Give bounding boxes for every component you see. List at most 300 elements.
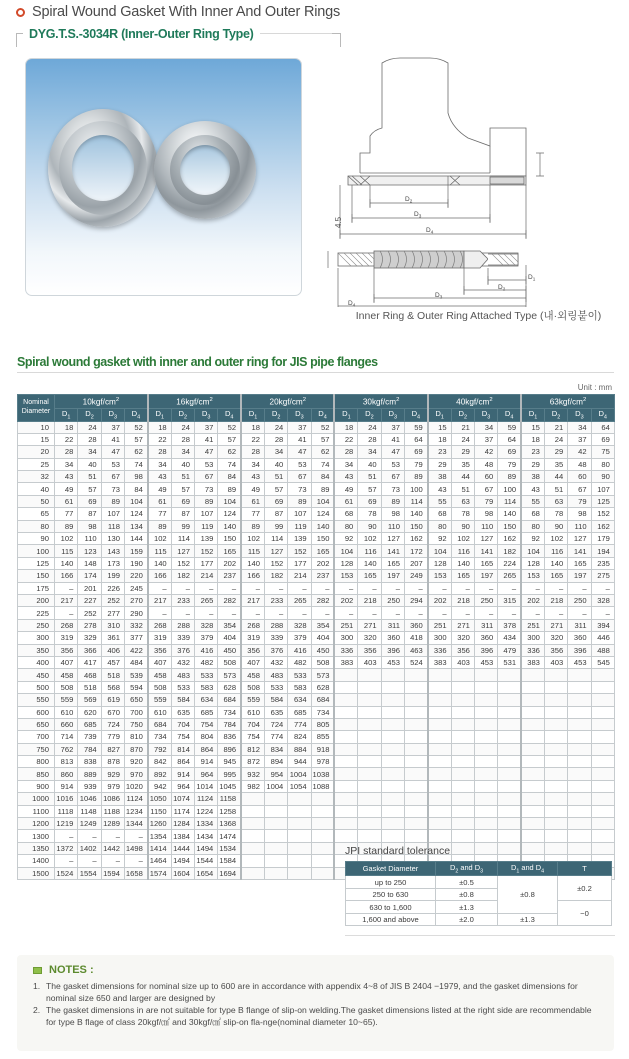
table-row <box>18 483 615 495</box>
cell-dimension: 69 <box>498 446 521 458</box>
cell-dimension: 144 <box>124 533 147 545</box>
cell-dimension <box>591 818 614 830</box>
cell-dimension <box>568 768 591 780</box>
cell-dimension: 124 <box>218 508 241 520</box>
cell-dimension: 28 <box>148 446 171 458</box>
cell-dimension: 488 <box>591 644 614 656</box>
cell-dimension <box>358 793 381 805</box>
cell-dimension: 141 <box>474 545 497 557</box>
col-header-20-d3: $D_3$ <box>288 409 311 422</box>
cell-dimension: 754 <box>171 731 194 743</box>
cell-nominal-diameter: 65 <box>18 508 55 520</box>
cell-dimension: 78 <box>544 508 567 520</box>
cell-dimension <box>404 718 427 730</box>
cell-dimension: 15 <box>521 421 544 433</box>
cell-dimension: 110 <box>78 533 101 545</box>
cell-nominal-diameter: 1350 <box>18 842 55 854</box>
cell-dimension: 1498 <box>124 842 147 854</box>
cell-dimension <box>428 830 451 842</box>
cell-dimension <box>334 681 357 693</box>
cell-dimension: 249 <box>404 570 427 582</box>
cell-dimension <box>451 830 474 842</box>
cell-dimension <box>311 842 334 854</box>
cell-dimension <box>474 793 497 805</box>
cell-dimension <box>451 706 474 718</box>
dimension-table <box>17 394 615 880</box>
cell-dimension: 152 <box>591 508 614 520</box>
cell-dimension: 508 <box>218 656 241 668</box>
col-header-20-d4: $D_4$ <box>311 409 334 422</box>
cell-dimension <box>474 768 497 780</box>
technical-drawing <box>330 58 620 308</box>
cell-dimension: 98 <box>568 508 591 520</box>
cell-dimension: 403 <box>544 656 567 668</box>
cell-dimension: – <box>451 582 474 594</box>
cell-dimension <box>591 718 614 730</box>
section-heading-text: Spiral wound gasket with inner and outer ring for JIS pipe flanges <box>17 355 378 369</box>
table-row <box>18 557 615 569</box>
cell-dimension: – <box>334 607 357 619</box>
cell-dimension: 67 <box>474 483 497 495</box>
cell-dimension: 152 <box>171 557 194 569</box>
product-photo <box>25 58 302 296</box>
cell-dimension: 914 <box>55 780 78 792</box>
cell-dimension <box>241 830 264 842</box>
jpi-cell-t-minus: −0 <box>558 901 612 926</box>
cell-dimension: 78 <box>358 508 381 520</box>
cell-dimension: – <box>544 607 567 619</box>
cell-dimension: 69 <box>404 446 427 458</box>
cell-dimension: – <box>148 607 171 619</box>
cell-dimension <box>358 768 381 780</box>
cell-dimension: 104 <box>124 495 147 507</box>
cell-dimension: 379 <box>288 632 311 644</box>
cell-dimension: 73 <box>101 483 124 495</box>
cell-dimension: 89 <box>404 471 427 483</box>
cell-dimension: 1464 <box>148 855 171 867</box>
cell-dimension: – <box>78 855 101 867</box>
cell-dimension: 28 <box>334 446 357 458</box>
cell-dimension: 282 <box>218 594 241 606</box>
cell-dimension <box>428 669 451 681</box>
cell-dimension <box>591 694 614 706</box>
cell-dimension <box>451 681 474 693</box>
cell-dimension: 1086 <box>101 793 124 805</box>
cell-dimension: 34 <box>264 446 287 458</box>
cell-dimension: 1654 <box>194 867 217 879</box>
svg-text:D1: $D_1$ <box>528 274 536 282</box>
cell-dimension: 233 <box>264 594 287 606</box>
cell-dimension: – <box>124 855 147 867</box>
cell-dimension: 1574 <box>148 867 171 879</box>
cell-dimension <box>241 818 264 830</box>
cell-dimension: 119 <box>194 520 217 532</box>
cell-dimension: 90 <box>451 520 474 532</box>
cell-dimension <box>404 681 427 693</box>
cell-dimension: – <box>358 607 381 619</box>
cell-nominal-diameter: 20 <box>18 446 55 458</box>
cell-dimension: 1474 <box>218 830 241 842</box>
cell-dimension: 328 <box>194 619 217 631</box>
cell-dimension: 140 <box>241 557 264 569</box>
cell-dimension: – <box>404 582 427 594</box>
col-header-63-d3: $D_3$ <box>568 409 591 422</box>
cell-dimension: 127 <box>381 533 404 545</box>
table-row <box>18 669 615 681</box>
svg-text:D4: $D_4$ <box>426 227 434 235</box>
cell-dimension: 69 <box>171 495 194 507</box>
cell-dimension <box>311 805 334 817</box>
cell-dimension: 1258 <box>218 805 241 817</box>
cell-dimension <box>498 830 521 842</box>
cell-dimension: 416 <box>194 644 217 656</box>
cell-dimension: 453 <box>474 656 497 668</box>
cell-dimension <box>568 818 591 830</box>
jpi-tolerance-table <box>345 861 612 926</box>
gasket-with-outer-ring <box>48 109 158 227</box>
cell-dimension: 69 <box>78 495 101 507</box>
cell-dimension: 59 <box>404 421 427 433</box>
cell-dimension <box>568 830 591 842</box>
cell-dimension <box>358 743 381 755</box>
cell-dimension: – <box>498 582 521 594</box>
cell-dimension: – <box>148 582 171 594</box>
cell-dimension: 508 <box>241 681 264 693</box>
cell-dimension: 87 <box>171 508 194 520</box>
cell-dimension: 92 <box>521 533 544 545</box>
cell-dimension: 89 <box>148 520 171 532</box>
cell-dimension: 90 <box>358 520 381 532</box>
cell-dimension <box>451 743 474 755</box>
cell-dimension: 89 <box>194 495 217 507</box>
cell-dimension: – <box>568 582 591 594</box>
cell-dimension: 34 <box>334 458 357 470</box>
cell-dimension <box>381 681 404 693</box>
cell-dimension: 43 <box>55 471 78 483</box>
thickness-label: 4.5 <box>334 216 343 228</box>
cell-dimension: 1344 <box>124 818 147 830</box>
jpi-table-row <box>346 901 612 914</box>
cell-dimension: 407 <box>148 656 171 668</box>
cell-dimension: 1594 <box>101 867 124 879</box>
cell-dimension: 1534 <box>218 842 241 854</box>
cell-nominal-diameter: 1200 <box>18 818 55 830</box>
cell-dimension: 457 <box>101 656 124 668</box>
notes-list <box>33 981 600 1028</box>
cell-dimension <box>381 718 404 730</box>
cell-dimension: 159 <box>124 545 147 557</box>
cell-dimension: 339 <box>171 632 194 644</box>
cell-dimension: 61 <box>55 495 78 507</box>
cell-dimension: 24 <box>171 421 194 433</box>
col-header-40-d3: $D_3$ <box>474 409 497 422</box>
cell-dimension: 153 <box>521 570 544 582</box>
cell-dimension: 140 <box>311 520 334 532</box>
cell-dimension: 315 <box>498 594 521 606</box>
cell-nominal-diameter: 800 <box>18 756 55 768</box>
cell-dimension: – <box>78 830 101 842</box>
cell-dimension: 29 <box>544 446 567 458</box>
cell-dimension <box>591 793 614 805</box>
svg-text:D2: $D_2$ <box>405 196 413 204</box>
cell-dimension: 150 <box>218 533 241 545</box>
cell-dimension: 124 <box>124 508 147 520</box>
cell-dimension: 864 <box>171 756 194 768</box>
cell-dimension: 277 <box>101 607 124 619</box>
cell-dimension: – <box>55 607 78 619</box>
cell-dimension: 57 <box>264 483 287 495</box>
cell-dimension: 282 <box>311 594 334 606</box>
cell-dimension: 18 <box>241 421 264 433</box>
cell-dimension: 38 <box>428 471 451 483</box>
cell-dimension <box>358 669 381 681</box>
cell-dimension: 944 <box>288 756 311 768</box>
cell-dimension: 141 <box>568 545 591 557</box>
cell-dimension <box>334 669 357 681</box>
col-header-40-d1: $D_1$ <box>428 409 451 422</box>
cell-dimension: 43 <box>148 471 171 483</box>
jpi-cell-t-plus: ±0.2 <box>558 876 612 901</box>
cell-dimension: – <box>311 582 334 594</box>
cell-dimension: 354 <box>218 619 241 631</box>
cell-dimension <box>451 768 474 780</box>
cell-dimension: 954 <box>264 768 287 780</box>
cell-dimension: 918 <box>311 743 334 755</box>
cell-dimension: 311 <box>381 619 404 631</box>
cell-dimension: – <box>55 582 78 594</box>
cell-dimension: 383 <box>428 656 451 668</box>
cell-dimension <box>334 743 357 755</box>
cell-dimension: 685 <box>194 706 217 718</box>
cell-dimension: 573 <box>311 669 334 681</box>
cell-dimension <box>428 731 451 743</box>
cell-dimension <box>568 731 591 743</box>
cell-dimension: 1544 <box>194 855 217 867</box>
cell-dimension: 724 <box>264 718 287 730</box>
cell-dimension: 214 <box>194 570 217 582</box>
jpi-col-header-0: Gasket Diameter <box>346 862 436 876</box>
cell-nominal-diameter: 15 <box>18 433 55 445</box>
cell-dimension: 53 <box>101 458 124 470</box>
cell-nominal-diameter: 600 <box>18 706 55 718</box>
cell-dimension: 278 <box>78 619 101 631</box>
cell-dimension: 55 <box>428 495 451 507</box>
cell-dimension: 1334 <box>194 818 217 830</box>
cell-dimension: 35 <box>451 458 474 470</box>
cell-dimension: 52 <box>124 421 147 433</box>
cell-nominal-diameter: 850 <box>18 768 55 780</box>
cell-dimension: – <box>591 607 614 619</box>
cell-dimension: 90 <box>591 471 614 483</box>
cell-dimension: 51 <box>171 471 194 483</box>
cell-dimension <box>544 768 567 780</box>
cell-dimension <box>358 818 381 830</box>
cell-dimension: 360 <box>474 632 497 644</box>
cell-dimension: 684 <box>218 694 241 706</box>
table-row <box>18 805 615 817</box>
cell-dimension: 396 <box>474 644 497 656</box>
cell-dimension: 57 <box>311 433 334 445</box>
cell-dimension <box>544 756 567 768</box>
cell-dimension <box>241 842 264 854</box>
cell-dimension: 217 <box>148 594 171 606</box>
cell-dimension <box>288 830 311 842</box>
cell-dimension: 43 <box>428 483 451 495</box>
col-group-header-20kgf: $20kgf/cm^2$ <box>241 395 334 409</box>
cell-dimension: 110 <box>381 520 404 532</box>
cell-dimension: 300 <box>521 632 544 644</box>
cell-dimension <box>544 731 567 743</box>
cell-dimension: 162 <box>404 533 427 545</box>
cell-dimension: 484 <box>124 656 147 668</box>
cell-dimension: 18 <box>428 433 451 445</box>
cell-dimension: 227 <box>78 594 101 606</box>
cell-dimension <box>358 694 381 706</box>
cell-dimension <box>428 743 451 755</box>
cell-dimension: 128 <box>521 557 544 569</box>
cell-dimension: 573 <box>218 669 241 681</box>
cell-dimension: 805 <box>311 718 334 730</box>
jpi-cell-diameter: 250 to 630 <box>346 888 436 901</box>
cell-dimension: 1234 <box>124 805 147 817</box>
jpi-cell-d1d4-last: ±1.3 <box>498 913 558 926</box>
cell-dimension: 43 <box>521 483 544 495</box>
subtitle-banner <box>16 27 341 49</box>
cell-dimension: 37 <box>568 433 591 445</box>
cell-dimension: 945 <box>218 756 241 768</box>
cell-dimension: 964 <box>194 768 217 780</box>
cell-dimension <box>544 694 567 706</box>
cell-dimension: 1584 <box>218 855 241 867</box>
cell-nominal-diameter: 50 <box>18 495 55 507</box>
cell-dimension: 49 <box>241 483 264 495</box>
cell-dimension: 458 <box>148 669 171 681</box>
cell-dimension: 634 <box>194 694 217 706</box>
cell-dimension: 107 <box>194 508 217 520</box>
cell-dimension: 104 <box>521 545 544 557</box>
cell-dimension: 116 <box>358 545 381 557</box>
cell-dimension: 37 <box>194 421 217 433</box>
cell-dimension: 404 <box>311 632 334 644</box>
cell-dimension <box>498 805 521 817</box>
cell-dimension: – <box>171 607 194 619</box>
cell-dimension: 87 <box>264 508 287 520</box>
cell-dimension <box>358 706 381 718</box>
cell-dimension: 396 <box>568 644 591 656</box>
cell-dimension: 1038 <box>311 768 334 780</box>
cell-dimension: 1004 <box>288 768 311 780</box>
cell-dimension <box>334 756 357 768</box>
cell-dimension: 750 <box>124 718 147 730</box>
cell-dimension: 141 <box>381 545 404 557</box>
cell-dimension <box>381 830 404 842</box>
cell-dimension: 889 <box>78 768 101 780</box>
cell-dimension: 265 <box>498 570 521 582</box>
cell-dimension: 166 <box>55 570 78 582</box>
cell-dimension: – <box>334 582 357 594</box>
cell-dimension <box>498 793 521 805</box>
cell-dimension: 383 <box>521 656 544 668</box>
cell-dimension: – <box>381 582 404 594</box>
cell-dimension: 79 <box>404 458 427 470</box>
jpi-tolerance-section <box>345 845 615 936</box>
cell-dimension: 270 <box>124 594 147 606</box>
cell-dimension: 214 <box>288 570 311 582</box>
cell-dimension: – <box>218 607 241 619</box>
cell-dimension: 127 <box>264 545 287 557</box>
note-item <box>33 1005 600 1028</box>
cell-dimension: 114 <box>264 533 287 545</box>
jpi-rule <box>345 935 615 936</box>
cell-dimension: 366 <box>78 644 101 656</box>
cell-dimension: 92 <box>428 533 451 545</box>
cell-dimension <box>428 768 451 780</box>
cell-dimension: 356 <box>241 644 264 656</box>
cell-dimension <box>428 706 451 718</box>
cell-dimension: 226 <box>101 582 124 594</box>
table-row <box>18 594 615 606</box>
cell-dimension <box>474 669 497 681</box>
cell-dimension <box>358 805 381 817</box>
cell-dimension <box>264 842 287 854</box>
cell-dimension: – <box>55 830 78 842</box>
cell-dimension <box>521 694 544 706</box>
cell-dimension: 38 <box>521 471 544 483</box>
cell-dimension: 860 <box>55 768 78 780</box>
table-row <box>18 619 615 631</box>
cell-dimension <box>498 669 521 681</box>
cell-dimension: 634 <box>288 694 311 706</box>
cell-dimension: – <box>568 607 591 619</box>
cell-dimension <box>381 768 404 780</box>
cell-dimension: 79 <box>568 495 591 507</box>
cell-dimension: 559 <box>241 694 264 706</box>
cell-dimension: 932 <box>241 768 264 780</box>
cell-dimension: 150 <box>311 533 334 545</box>
cell-dimension: 237 <box>218 570 241 582</box>
cell-dimension: 152 <box>288 545 311 557</box>
cell-dimension: 43 <box>241 471 264 483</box>
cell-dimension: 89 <box>55 520 78 532</box>
cell-dimension: 982 <box>241 780 264 792</box>
cell-dimension <box>288 867 311 879</box>
cell-dimension: 207 <box>404 557 427 569</box>
cell-dimension <box>241 793 264 805</box>
cell-dimension: 140 <box>148 557 171 569</box>
cell-dimension: 734 <box>148 731 171 743</box>
cell-dimension: 1260 <box>148 818 171 830</box>
cell-dimension <box>521 780 544 792</box>
cell-dimension <box>544 830 567 842</box>
cell-nominal-diameter: 125 <box>18 557 55 569</box>
cell-dimension: 1124 <box>124 793 147 805</box>
cell-dimension: 47 <box>194 446 217 458</box>
gasket-with-inner-ring <box>154 121 256 219</box>
cell-dimension: 177 <box>194 557 217 569</box>
cell-dimension <box>498 731 521 743</box>
col-header-40-d2: $D_2$ <box>451 409 474 422</box>
cell-dimension: 57 <box>78 483 101 495</box>
cell-dimension: 453 <box>381 656 404 668</box>
cell-nominal-diameter: 650 <box>18 718 55 730</box>
cell-dimension: 824 <box>288 731 311 743</box>
cell-dimension: 40 <box>171 458 194 470</box>
cell-dimension: 1016 <box>55 793 78 805</box>
cell-dimension: 102 <box>241 533 264 545</box>
cell-dimension <box>521 718 544 730</box>
table-row <box>18 830 615 842</box>
cell-dimension: 245 <box>124 582 147 594</box>
